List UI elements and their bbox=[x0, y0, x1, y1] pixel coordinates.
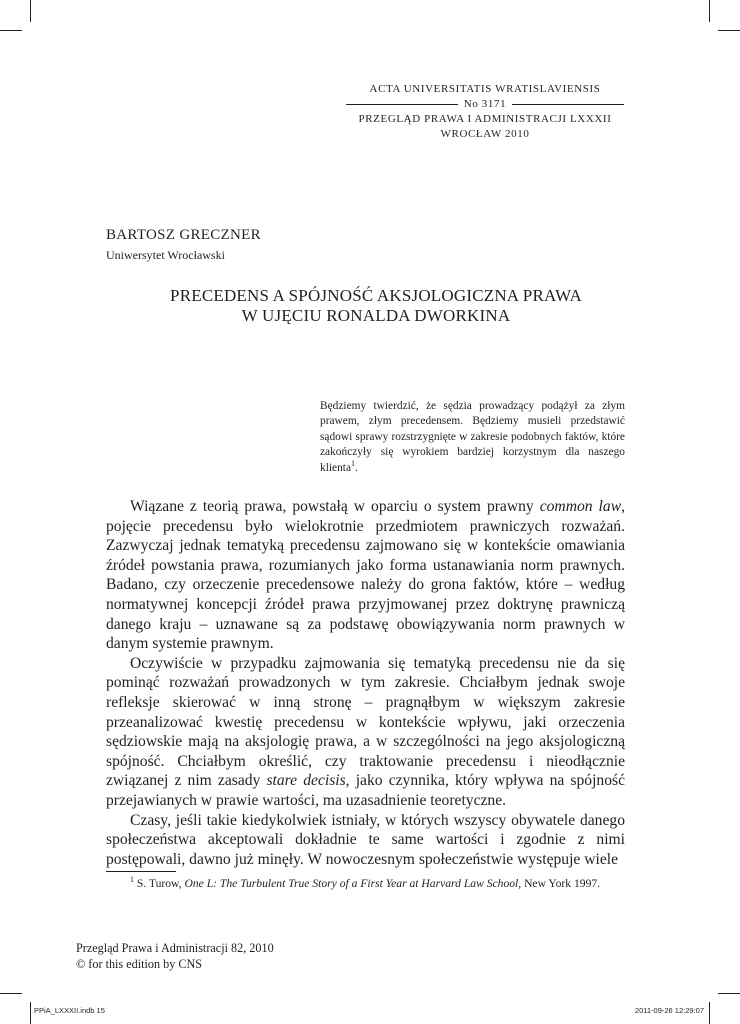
crop-mark bbox=[0, 30, 22, 31]
title-line-2: W UJĘCIU RONALDA DWORKINA bbox=[241, 306, 511, 325]
header-rule bbox=[512, 104, 624, 105]
footnote-reference[interactable]: 1 bbox=[351, 458, 355, 468]
paragraph-text: Wiązane z teorią prawa, powstałą w oparciu o system prawny bbox=[130, 498, 540, 515]
journal-number: No 3171 bbox=[463, 98, 507, 110]
print-slug-file: PPiA_LXXXII.indb 15 bbox=[34, 1006, 105, 1015]
epigraph: Będziemy twierdzić, że sędzia prowadzący podążył za złym prawem, złym precedensem. Będziemy musieli przedstawić sądowi sprawy rozstrzygnięte w zakresie podobnych faktów, które zakończyły się wyrokiem bardziej korzystnym dla naszego klienta$^1$. bbox=[320, 400, 625, 474]
journal-header bbox=[340, 82, 630, 142]
footnote-text: S. Turow, bbox=[134, 877, 185, 890]
paragraph bbox=[106, 497, 625, 654]
article-title bbox=[106, 286, 646, 326]
paragraph-text: , pojęcie precedensu było wielokrotnie przedmiotem prawniczych rozważań. Zazwyczaj jednak tematyką precedensu zajmowano się w kontekście omawiania źródeł powstania prawa, rozumianych jako forma ustanawiania norm prawnych. Badano, czy orzeczenie precedensowe należy do grona faktów, które – według normatywnej koncepcji źródeł prawa przyjmowanej przez doktrynę prawniczą danego kraju – uznawane są za podstawę obowiązywania norm prawnych w danym systemie prawnym. bbox=[106, 498, 625, 653]
italic-term: stare decisis bbox=[266, 772, 346, 790]
paragraph-text: Czasy, jeśli takie kiedykolwiek istniały, w których wszyscy obywatele danego społeczeństwa akceptowali dokładnie te same wartości i zgodnie z nimi postępowali, dawno już minęły. W nowoczesnym społeczeństwie występuje wiele bbox=[106, 811, 625, 868]
print-slug-timestamp: 2011-09-26 12:29:07 bbox=[634, 1006, 704, 1015]
footer-journal: Przegląd Prawa i Administracji 82, 2010 bbox=[76, 941, 274, 955]
footnote-book-title: One L: The Turbulent True Story of a First Year at Harvard Law School bbox=[184, 877, 519, 890]
epigraph-text: Będziemy twierdzić, że sędzia prowadzący podążył za złym prawem, złym precedensem. Będziemy musieli przedstawić sądowi sprawy rozstrzygnięte w zakresie podobnych faktów, które zakończyły się wyrokiem bardziej korzystnym dla naszego klienta bbox=[320, 400, 625, 474]
header-rule bbox=[346, 104, 458, 105]
footnote-text: , New York 1997. bbox=[518, 877, 601, 890]
journal-place-year: WROCŁAW 2010 bbox=[440, 128, 530, 140]
crop-mark bbox=[709, 1002, 710, 1024]
title-line-1: PRECEDENS A SPÓJNOŚĆ AKSJOLOGICZNA PRAWA bbox=[170, 286, 582, 305]
article-body bbox=[106, 497, 625, 869]
footnote-rule bbox=[106, 871, 176, 872]
crop-mark bbox=[718, 30, 740, 31]
paragraph bbox=[106, 654, 625, 811]
crop-mark bbox=[709, 0, 710, 22]
journal-series: PRZEGLĄD PRAWA I ADMINISTRACJI LXXXII bbox=[358, 113, 612, 125]
crop-mark bbox=[718, 993, 740, 994]
paragraph bbox=[106, 811, 625, 870]
crop-mark bbox=[30, 1002, 31, 1024]
crop-mark bbox=[0, 993, 22, 994]
footer-copyright: © for this edition by CNS bbox=[76, 957, 203, 971]
journal-number-row bbox=[340, 97, 630, 112]
page-footer bbox=[76, 940, 274, 972]
author-affiliation: Uniwersytet Wrocławski bbox=[106, 248, 225, 262]
paragraph-text: Oczywiście w przypadku zajmowania się tematyką precedensu nie da się pominąć rozważań prowadzonych w tym zakresie. Chciałbym jednak swoje refleksje skierować w inną stronę – pragnąłbym w większym zakresie przeanalizować kwestię precedensu w kontekście wpływu, jaki orzeczenia sędziowskie mają na aksjologię prawa, a w szczególności na jego aksjologiczną spójność. Chciałbym określić, czy traktowanie precedensu i nieodłącznie związanej z nim zasady bbox=[106, 654, 625, 790]
footnote bbox=[106, 876, 625, 892]
footnote-number: 1 bbox=[130, 875, 134, 885]
author-name: BARTOSZ GRECZNER bbox=[106, 227, 261, 243]
paragraph-text: , jako czynnika, który wpływa na spójność przejawianych w prawie wartości, ma uzasadnienie teoretyczne. bbox=[106, 772, 625, 809]
italic-term: common law bbox=[539, 498, 622, 515]
journal-name: ACTA UNIVERSITATIS WRATISLAVIENSIS bbox=[369, 83, 601, 95]
crop-mark bbox=[30, 0, 31, 22]
